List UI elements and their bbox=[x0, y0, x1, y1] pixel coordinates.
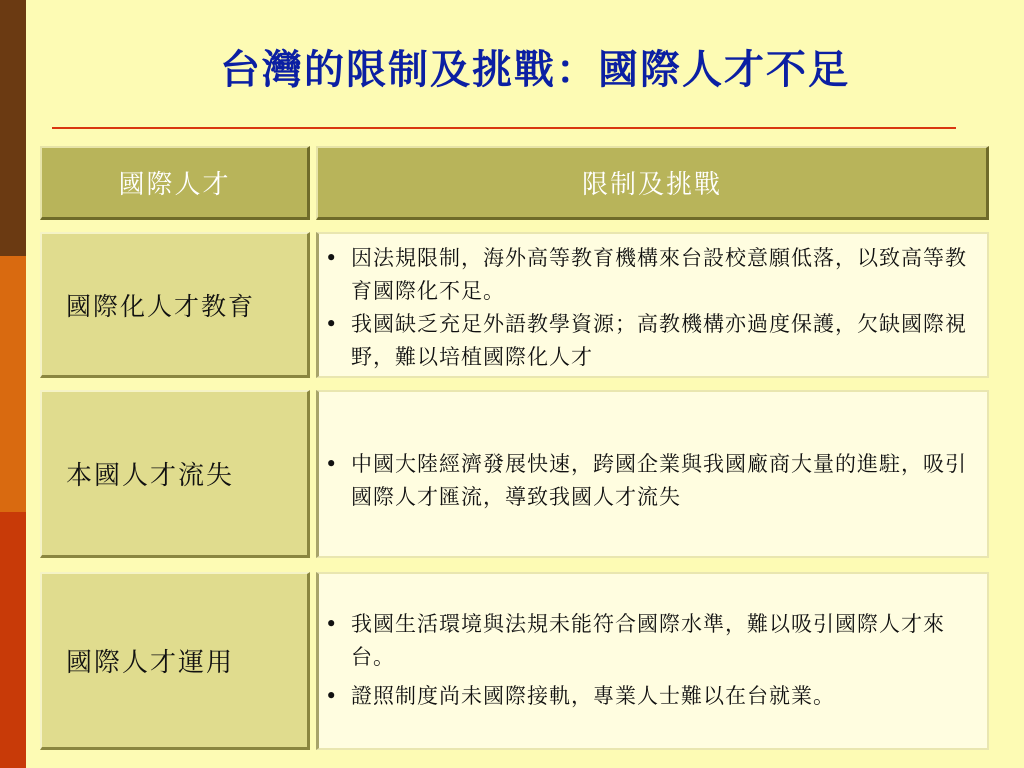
bullet-item: • 證照制度尚未國際接軌，專業人士難以在台就業。 bbox=[323, 680, 979, 713]
row-label-talent-outflow: 本國人才流失 bbox=[40, 390, 310, 558]
row-content-international-education bbox=[316, 232, 989, 378]
row-label-talent-utilization: 國際人才運用 bbox=[40, 572, 310, 750]
bullet-list bbox=[323, 608, 979, 713]
row-content-talent-outflow bbox=[316, 390, 989, 558]
title-divider bbox=[52, 127, 956, 129]
side-band-bottom bbox=[0, 512, 26, 768]
row-content-talent-utilization bbox=[316, 572, 989, 750]
header-challenges: 限制及挑戰 bbox=[316, 146, 989, 220]
side-band-top bbox=[0, 0, 26, 256]
slide-title: 台灣的限制及挑戰：國際人才不足 bbox=[220, 46, 850, 93]
row-label-international-education: 國際化人才教育 bbox=[40, 232, 310, 378]
header-talent: 國際人才 bbox=[40, 146, 310, 220]
side-band-middle bbox=[0, 256, 26, 512]
bullet-list bbox=[323, 242, 979, 374]
bullet-item: • 因法規限制，海外高等教育機構來台設校意願低落，以致高等教育國際化不足。 bbox=[323, 242, 979, 308]
bullet-item: • 我國生活環境與法規未能符合國際水準，難以吸引國際人才來台。 bbox=[323, 608, 979, 674]
bullet-item: • 中國大陸經濟發展快速，跨國企業與我國廠商大量的進駐，吸引國際人才匯流，導致我國人才流失 bbox=[323, 448, 979, 514]
bullet-item: • 我國缺乏充足外語教學資源；高教機構亦過度保護，欠缺國際視野，難以培植國際化人才 bbox=[323, 308, 979, 374]
bullet-list bbox=[323, 448, 979, 514]
